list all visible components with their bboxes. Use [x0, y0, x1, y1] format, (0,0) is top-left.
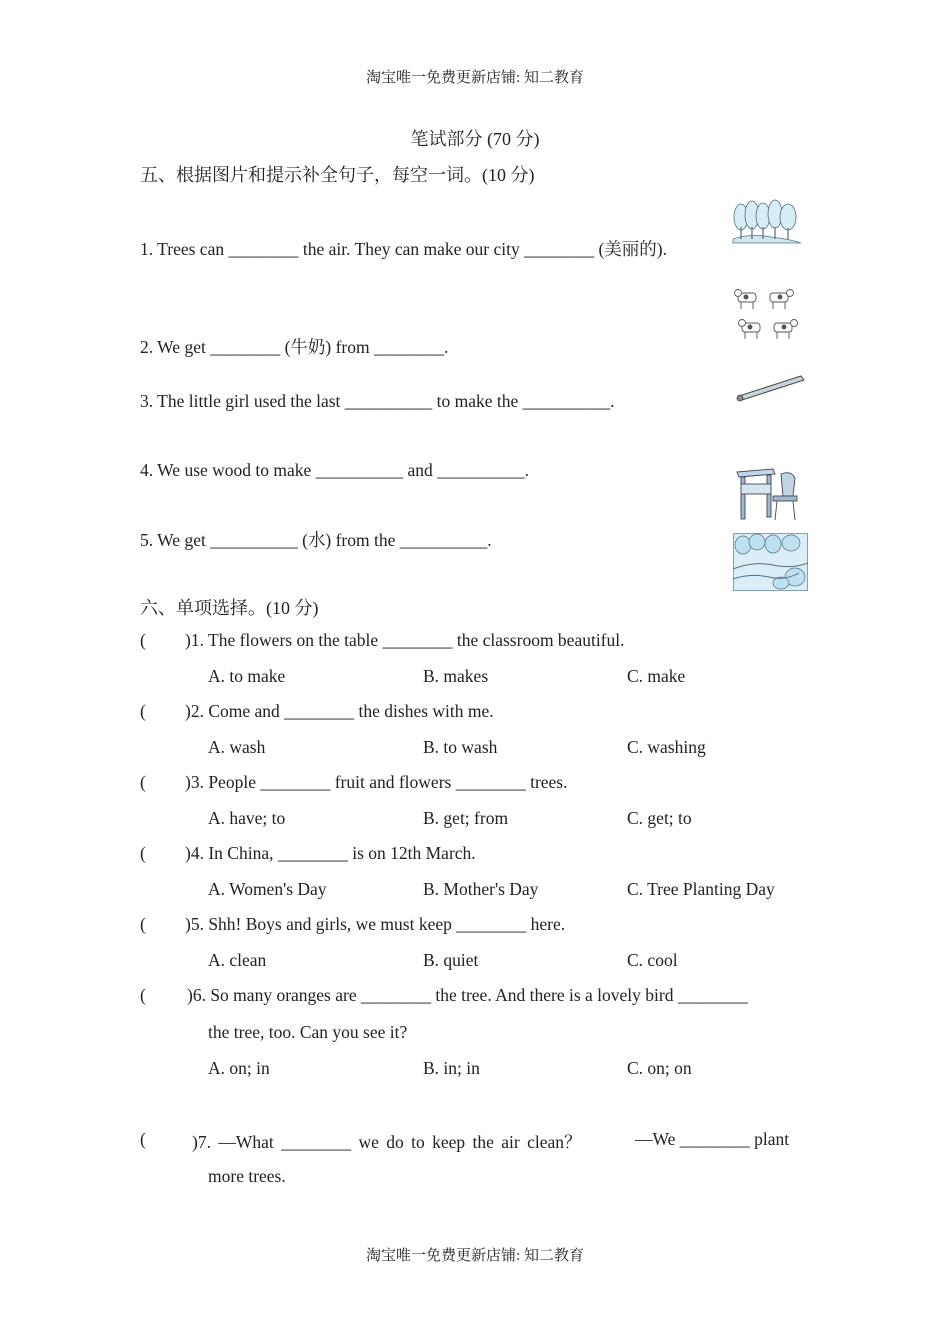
answer-blank-4[interactable]: (: [140, 843, 146, 863]
mcq-1-option-c[interactable]: C. make: [627, 666, 686, 686]
answer-blank-6[interactable]: (: [140, 985, 146, 1005]
mcq-4-option-a[interactable]: A. Women's Day: [208, 879, 327, 899]
mcq-3-option-b[interactable]: B. get; from: [423, 808, 509, 828]
mcq-4-option-c[interactable]: C. Tree Planting Day: [627, 879, 775, 899]
answer-blank-1[interactable]: (: [140, 630, 146, 650]
s5-item-2: 2. We get ________ (牛奶) from ________.: [140, 337, 449, 357]
s5-item-4: 4. We use wood to make __________ and __________.: [140, 460, 530, 480]
cows-picture: [732, 285, 802, 347]
page-header: 淘宝唯一免费更新店铺: 知二教育: [366, 70, 584, 86]
page-footer: 淘宝唯一免费更新店铺: 知二教育: [366, 1248, 584, 1264]
answer-blank-5[interactable]: (: [140, 914, 146, 934]
mcq-2-option-c[interactable]: C. washing: [627, 737, 706, 757]
s5-item-5: 5. We get __________ (水) from the __________.: [140, 530, 492, 550]
section-5-heading: 五、根据图片和提示补全句子，每空一词。(10 分): [140, 165, 535, 185]
mcq-5-option-a[interactable]: A. clean: [208, 950, 267, 970]
mcq-4-option-b[interactable]: B. Mother's Day: [423, 879, 539, 899]
mcq-1-option-a[interactable]: A. to make: [208, 666, 286, 686]
mcq-1-question: )1. The flowers on the table ________ the classroom beautiful.: [185, 630, 625, 650]
answer-blank-7[interactable]: (: [140, 1129, 146, 1149]
mcq-4-question: )4. In China, ________ is on 12th March.: [185, 843, 476, 863]
answer-blank-3[interactable]: (: [140, 772, 146, 792]
desk-chair-picture: [735, 466, 801, 524]
river-picture: [733, 533, 808, 591]
mcq-5-question: )5. Shh! Boys and girls, we must keep ________ here.: [185, 914, 566, 934]
mcq-6-option-b[interactable]: B. in; in: [423, 1058, 480, 1078]
trees-picture: [731, 199, 803, 245]
mcq-7-question-reply: —We ________ plant: [635, 1129, 790, 1149]
mcq-1-option-b[interactable]: B. makes: [423, 666, 489, 686]
s5-item-3: 3. The little girl used the last __________ to make the __________.: [140, 391, 615, 411]
mcq-7-question: )7. —What ________ we do to keep the air clean？: [192, 1132, 582, 1152]
section-6-heading: 六、单项选择。(10 分): [140, 598, 319, 618]
answer-blank-2[interactable]: (: [140, 701, 146, 721]
mcq-5-option-c[interactable]: C. cool: [627, 950, 678, 970]
mcq-5-option-b[interactable]: B. quiet: [423, 950, 479, 970]
mcq-6-option-c[interactable]: C. on; on: [627, 1058, 692, 1078]
mcq-6-option-a[interactable]: A. on; in: [208, 1058, 270, 1078]
mcq-2-question: )2. Come and ________ the dishes with me.: [185, 701, 494, 721]
mcq-3-option-a[interactable]: A. have; to: [208, 808, 286, 828]
page-title: 笔试部分 (70 分): [410, 129, 540, 149]
mcq-2-option-a[interactable]: A. wash: [208, 737, 266, 757]
mcq-7-question-continued: more trees.: [208, 1166, 286, 1186]
s5-item-1: 1. Trees can ________ the air. They can make our city ________ (美丽的).: [140, 239, 668, 259]
mcq-6-question: )6. So many oranges are ________ the tree. And there is a lovely bird ________: [187, 985, 748, 1005]
pencil-picture: [733, 372, 807, 402]
mcq-3-option-c[interactable]: C. get; to: [627, 808, 692, 828]
mcq-6-question-continued: the tree, too. Can you see it?: [208, 1022, 408, 1042]
mcq-2-option-b[interactable]: B. to wash: [423, 737, 498, 757]
mcq-3-question: )3. People ________ fruit and flowers ________ trees.: [185, 772, 568, 792]
